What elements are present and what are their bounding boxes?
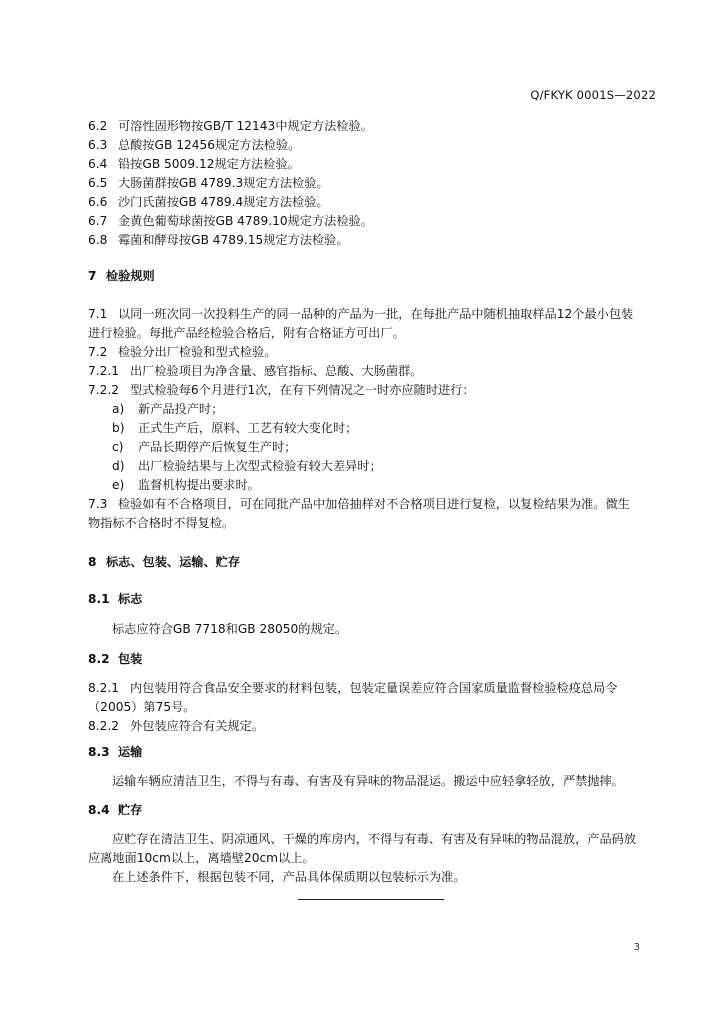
clause-7-3-line-2: 物指标不合格时不得复检。 — [88, 516, 235, 530]
clause-6-6 — [88, 194, 329, 210]
clause-number: 7.3 — [88, 497, 108, 511]
list-text: 正式生产后，原料、工艺有较大变化时； — [138, 421, 358, 435]
section-number: 8.4 — [88, 803, 110, 817]
clause-7-2-2 — [88, 382, 475, 398]
clause-7-1-line-2: 进行检验。每批产品经检验合格后，附有合格证方可出厂。 — [88, 326, 405, 340]
clause-6-2 — [88, 118, 373, 134]
section-title: 运输 — [118, 745, 143, 759]
clause-number: 7.2.2 — [88, 383, 120, 397]
clause-number: 6.8 — [88, 233, 108, 247]
section-title: 包装 — [118, 652, 143, 666]
clause-number: 6.5 — [88, 176, 108, 190]
clause-text: 金黄色葡萄球菌按GB 4789.10规定方法检验。 — [118, 214, 373, 228]
section-number: 8.3 — [88, 745, 110, 759]
list-item-c — [112, 439, 296, 455]
section-number: 8 — [88, 555, 97, 569]
section-title: 标志、包装、运输、贮存 — [106, 555, 241, 569]
clause-text: 沙门氏菌按GB 4789.4规定方法检验。 — [118, 195, 329, 209]
clause-text: 以同一班次同一次投料生产的同一品种的产品为一批，在每批产品中随机抽取样品12个最小包装 — [118, 307, 634, 321]
list-item-d — [112, 458, 382, 474]
clause-text: 型式检验每6个月进行1次，在有下列情况之一时亦应随时进行： — [130, 383, 475, 397]
clause-number: 6.6 — [88, 195, 108, 209]
section-8-4-heading — [88, 802, 142, 818]
clause-7-3-line-1 — [88, 496, 630, 512]
clause-text: 总酸按GB 12456规定方法检验。 — [118, 138, 301, 152]
clause-8-2-2 — [88, 718, 264, 734]
section-title: 贮存 — [118, 803, 143, 817]
section-number: 7 — [88, 269, 97, 283]
list-item-e — [112, 477, 260, 493]
list-item-b — [112, 420, 357, 436]
list-text: 新产品投产时； — [138, 402, 224, 416]
list-marker: a) — [112, 402, 125, 416]
list-marker: e) — [112, 478, 125, 492]
clause-number: 6.3 — [88, 138, 108, 152]
clause-number: 6.2 — [88, 119, 108, 133]
clause-number: 8.2.2 — [88, 719, 120, 733]
clause-8-4-line-3: 在上述条件下，根据包装不同，产品具体保质期以包装标示为准。 — [112, 870, 466, 884]
clause-number: 7.2.1 — [88, 364, 120, 378]
clause-number: 8.2.1 — [88, 681, 120, 695]
section-number: 8.2 — [88, 652, 110, 666]
clause-text: 检验如有不合格项目，可在同批产品中加倍抽样对不合格项目进行复检，以复检结果为准。微生 — [118, 497, 630, 511]
clause-text: 大肠菌群按GB 4789.3规定方法检验。 — [118, 176, 329, 190]
section-7-heading — [88, 268, 155, 284]
document-code: Q/FKYK 0001S—2022 — [530, 88, 656, 102]
clause-7-2 — [88, 344, 276, 360]
clause-7-2-1 — [88, 363, 423, 379]
page-number: 3 — [633, 942, 640, 953]
clause-text: 出厂检验项目为净含量、感官指标、总酸、大肠菌群。 — [130, 364, 423, 378]
clause-text: 铅按GB 5009.12规定方法检验。 — [118, 157, 300, 171]
clause-6-8 — [88, 232, 349, 248]
section-number: 8.1 — [88, 592, 110, 606]
list-marker: c) — [112, 440, 124, 454]
clause-8-3-text: 运输车辆应清洁卫生，不得与有毒、有害及有异味的物品混运。搬运中应轻拿轻放，严禁抛摔。 — [112, 774, 624, 788]
section-8-3-heading — [88, 744, 142, 760]
section-8-heading — [88, 554, 240, 570]
clause-text: 内包装用符合食品安全要求的材料包装，包装定量误差应符合国家质量监督检验检疫总局令 — [130, 681, 618, 695]
clause-text: 外包装应符合有关规定。 — [130, 719, 265, 733]
clause-text: 可溶性固形物按GB/T 12143中规定方法检验。 — [118, 119, 373, 133]
list-text: 出厂检验结果与上次型式检验有较大差异时； — [138, 459, 382, 473]
clause-7-1-line-1 — [88, 306, 633, 322]
clause-8-4-line-1: 应贮存在清洁卫生、阴凉通风、干燥的库房内，不得与有毒、有害及有异味的物品混放，产品码放 — [112, 832, 637, 846]
section-title: 标志 — [118, 592, 143, 606]
clause-6-5 — [88, 175, 329, 191]
clause-8-1-text: 标志应符合GB 7718和GB 28050的规定。 — [112, 622, 348, 636]
list-text: 产品长期停产后恢复生产时； — [138, 440, 297, 454]
section-8-1-heading — [88, 591, 142, 607]
clause-number: 7.1 — [88, 307, 108, 321]
section-8-2-heading — [88, 651, 142, 667]
list-marker: d) — [112, 459, 125, 473]
list-text: 监督机构提出要求时。 — [138, 478, 260, 492]
clause-8-4-line-2: 应离地面10cm以上，离墙壁20cm以上。 — [88, 851, 315, 865]
clause-8-2-1-line-1 — [88, 680, 618, 696]
clause-6-7 — [88, 213, 373, 229]
clause-number: 7.2 — [88, 345, 108, 359]
clause-6-3 — [88, 137, 300, 153]
section-title: 检验规则 — [106, 269, 155, 283]
list-marker: b) — [112, 421, 125, 435]
end-rule — [298, 899, 444, 900]
list-item-a — [112, 401, 223, 417]
clause-number: 6.7 — [88, 214, 108, 228]
clause-number: 6.4 — [88, 157, 108, 171]
clause-6-4 — [88, 156, 300, 172]
clause-8-2-1-line-2: （2005）第75号。 — [88, 700, 196, 714]
clause-text: 检验分出厂检验和型式检验。 — [118, 345, 277, 359]
clause-text: 霉菌和酵母按GB 4789.15规定方法检验。 — [118, 233, 349, 247]
